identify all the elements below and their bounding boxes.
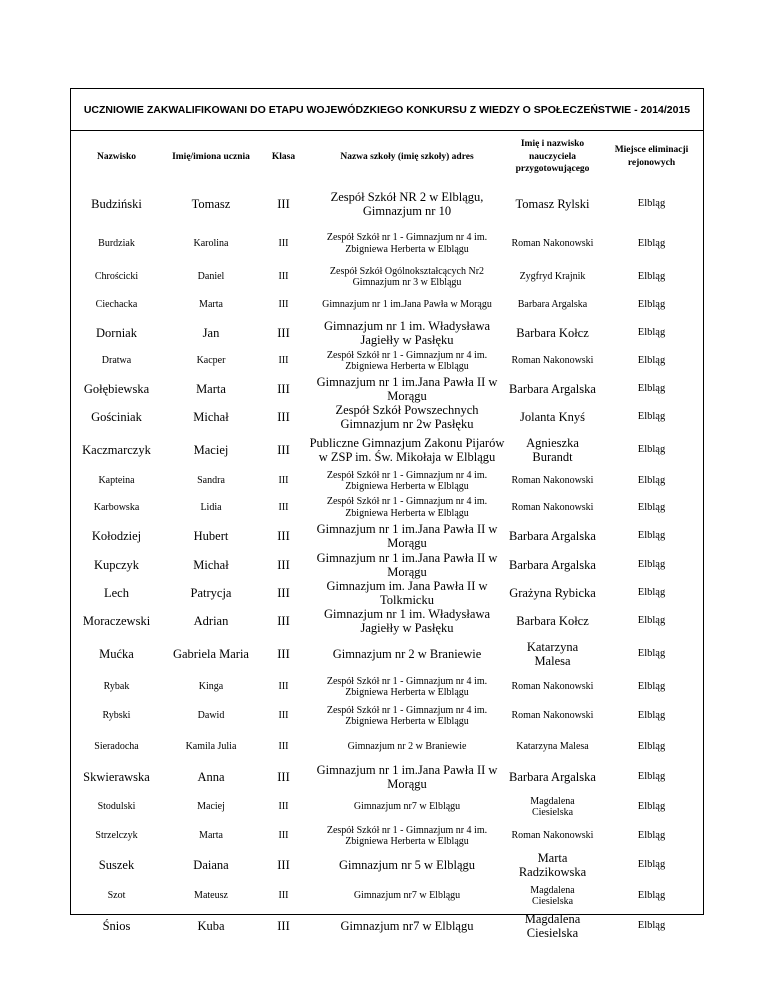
table-row	[71, 291, 705, 319]
cell-firstname: Karolina	[193, 237, 229, 249]
cell-surname: Budziński	[91, 197, 142, 211]
cell-teacher: Roman Nakonowski	[511, 355, 594, 367]
cell-firstname: Daniel	[197, 271, 225, 283]
table-row	[71, 763, 705, 791]
cell-surname: Kapteina	[98, 475, 135, 487]
cell-surname: Rybak	[103, 681, 130, 693]
cell-firstname: Marta	[199, 830, 223, 842]
table-row	[71, 911, 705, 941]
cell-firstname: Kuba	[197, 919, 225, 933]
cell-firstname: Jan	[202, 326, 220, 340]
cell-class: III	[278, 710, 289, 722]
table-row	[71, 849, 705, 881]
cell-class: III	[278, 681, 289, 693]
cell-place: Elbląg	[637, 443, 666, 455]
cell-firstname: Maciej	[197, 801, 225, 813]
cell-place: Elbląg	[637, 801, 666, 813]
cell-surname: Burdziak	[98, 237, 135, 249]
table-row	[71, 823, 705, 849]
table-row	[71, 468, 705, 494]
cell-teacher: Roman Nakonowski	[511, 710, 594, 722]
cell-class: III	[278, 475, 289, 487]
cell-class: III	[277, 614, 290, 628]
table-row	[71, 791, 705, 823]
cell-class: III	[278, 271, 289, 283]
cell-class: III	[277, 442, 290, 457]
table-row	[71, 224, 705, 263]
cell-firstname: Anna	[197, 770, 225, 784]
cell-teacher: Roman Nakonowski	[511, 681, 594, 693]
table-row	[71, 673, 705, 701]
cell-place: Elbląg	[637, 681, 666, 693]
table-row	[71, 319, 705, 347]
cell-surname: Kołodziej	[91, 528, 142, 543]
cell-school: Gimnazjum nr 1 im.Jana Pawła w Morągu	[322, 299, 492, 311]
table-row	[71, 579, 705, 607]
cell-place: Elbląg	[637, 237, 666, 249]
table-header-row	[71, 130, 705, 184]
table-row	[71, 431, 705, 468]
cell-school: Gimnazjum nr 1 im. Władysława Jagiełły w Pasłęku	[323, 607, 491, 635]
table-row	[71, 403, 705, 431]
cell-class: III	[277, 770, 290, 784]
cell-surname: Ciechacka	[95, 299, 138, 311]
table-row	[71, 347, 705, 375]
cell-firstname: Daiana	[193, 858, 229, 872]
cell-place: Elbląg	[637, 771, 666, 783]
cell-school: Publiczne Gimnazjum Zakonu Pijarów w ZSP im. Św. Mikołaja w Elblągu	[309, 435, 505, 464]
cell-school: Gimnazjum nr 1 im.Jana Pawła II w Morągu	[316, 763, 498, 791]
cell-place: Elbląg	[637, 411, 666, 423]
cell-surname: Kupczyk	[93, 557, 140, 572]
cell-teacher: Magdalena Ciesielska	[524, 912, 581, 940]
cell-school: Zespół Szkół nr 1 - Gimnazjum nr 4 im. Zbigniewa Herberta w Elblągu	[326, 232, 488, 255]
cell-surname: Karbowska	[93, 501, 140, 513]
cell-place: Elbląg	[637, 198, 666, 210]
cell-teacher: Barbara Argalska	[509, 557, 596, 572]
cell-school: Zespół Szkół NR 2 w Elblągu, Gimnazjum nr 10	[330, 190, 484, 218]
cell-place: Elbląg	[637, 920, 666, 932]
cell-teacher: Zygfryd Krajnik	[519, 271, 586, 283]
cell-firstname: Mateusz	[194, 890, 228, 902]
cell-school: Zespół Szkół nr 1 - Gimnazjum nr 4 im. Zbigniewa Herberta w Elblągu	[326, 675, 488, 698]
cell-surname: Chrościcki	[94, 271, 139, 283]
cell-firstname: Hubert	[193, 528, 229, 543]
cell-surname: Lech	[104, 586, 129, 600]
cell-firstname: Kacper	[196, 355, 226, 367]
cell-place: Elbląg	[637, 859, 666, 871]
cell-school: Gimnazjum nr 1 im.Jana Pawła II w Morągu	[316, 550, 498, 579]
table-row	[71, 635, 705, 673]
cell-class: III	[277, 197, 290, 211]
cell-place: Elbląg	[637, 383, 666, 395]
cell-place: Elbląg	[637, 648, 666, 660]
cell-school: Zespół Szkół nr 1 - Gimnazjum nr 4 im. Zbigniewa Herberta w Elblągu	[326, 349, 488, 372]
cell-surname: Dratwa	[101, 355, 132, 367]
cell-teacher: Barbara Argalska	[517, 299, 588, 311]
cell-teacher: Barbara Kołcz	[516, 614, 589, 628]
cell-surname: Stodulski	[97, 801, 136, 813]
cell-firstname: Kamila Julia	[185, 741, 237, 753]
cell-class: III	[278, 501, 289, 513]
cell-school: Gimnazjum nr 1 im.Jana Pawła II w Morągu	[316, 375, 498, 403]
cell-teacher: Barbara Kołcz	[516, 326, 589, 340]
header-firstname: Imię/imiona ucznia	[172, 151, 250, 162]
cell-teacher: Grażyna Rybicka	[509, 586, 596, 600]
cell-class: III	[277, 557, 290, 572]
cell-place: Elbląg	[637, 587, 666, 599]
cell-teacher: Barbara Argalska	[509, 528, 596, 543]
cell-school: Gimnazjum im. Jana Pawła II w Tolkmicku	[326, 579, 488, 607]
page-title: UCZNIOWIE ZAKWALIFIKOWANI DO ETAPU WOJEWÓDZKIEGO KONKURSU Z WIEDZY O SPOŁECZEŃSTWIE - 2014/2015	[71, 89, 703, 131]
table-row	[71, 263, 705, 291]
cell-teacher: Roman Nakonowski	[511, 237, 594, 249]
cell-firstname: Tomasz	[191, 197, 231, 211]
cell-school: Gimnazjum nr7 w Elblągu	[340, 919, 474, 933]
cell-school: Zespół Szkół nr 1 - Gimnazjum nr 4 im. Zbigniewa Herberta w Elblągu	[326, 469, 488, 492]
cell-school: Zespół Szkół Ogólnokształcących Nr2 Gimnazjum nr 3 w Elblągu	[329, 265, 485, 288]
cell-teacher: Katarzyna Malesa	[526, 640, 579, 668]
cell-teacher: Magdalena Ciesielska	[530, 795, 575, 818]
cell-teacher: Magdalena Ciesielska	[530, 884, 575, 907]
cell-surname: Gołębiewska	[83, 382, 150, 396]
cell-school: Gimnazjum nr 5 w Elblągu	[338, 858, 476, 872]
cell-firstname: Sandra	[197, 475, 225, 487]
cell-surname: Szot	[107, 890, 126, 902]
table-row	[71, 550, 705, 579]
cell-place: Elbląg	[637, 710, 666, 722]
cell-firstname: Marta	[199, 299, 223, 311]
cell-school: Gimnazjum nr 1 im.Jana Pawła II w Morągu	[316, 521, 498, 550]
cell-surname: Rybski	[102, 710, 131, 722]
table-row	[71, 494, 705, 521]
cell-place: Elbląg	[637, 558, 666, 570]
table-row	[71, 731, 705, 763]
header-school: Nazwa szkoły (imię szkoły) adres	[340, 151, 474, 162]
header-teacher: Imię i nazwisko nauczyciela przygotowującego	[515, 138, 590, 175]
cell-school: Gimnazjum nr 2 w Braniewie	[332, 647, 482, 661]
cell-firstname: Gabriela Maria	[172, 647, 249, 661]
cell-place: Elbląg	[637, 890, 666, 902]
cell-teacher: Barbara Argalska	[509, 382, 596, 396]
cell-school: Gimnazjum nr 2 w Braniewie	[347, 741, 467, 753]
cell-teacher: Jolanta Knyś	[520, 410, 585, 424]
cell-surname: Gościniak	[91, 410, 142, 424]
cell-school: Gimnazjum nr7 w Elblągu	[353, 890, 461, 902]
cell-class: III	[277, 586, 290, 600]
cell-surname: Strzelczyk	[95, 830, 138, 842]
cell-school: Gimnazjum nr 1 im. Władysława Jagiełły w Pasłęku	[323, 319, 491, 347]
cell-school: Zespół Szkół Powszechnych Gimnazjum nr 2w Pasłęku	[335, 403, 479, 431]
cell-place: Elbląg	[637, 830, 666, 842]
table-row	[71, 701, 705, 731]
cell-firstname: Dawid	[197, 710, 225, 722]
cell-surname: Skwierawska	[83, 770, 150, 784]
table-body	[71, 184, 705, 941]
cell-place: Elbląg	[637, 271, 666, 283]
cell-teacher: Agnieszka Burandt	[526, 435, 579, 464]
cell-surname: Sieradocha	[94, 741, 139, 753]
cell-surname: Kaczmarczyk	[82, 442, 151, 457]
cell-place: Elbląg	[637, 501, 666, 513]
cell-surname: Dorniak	[96, 326, 137, 340]
cell-class: III	[277, 919, 290, 933]
cell-class: III	[277, 647, 290, 661]
cell-class: III	[277, 382, 290, 396]
cell-surname: Śnios	[102, 919, 131, 933]
cell-class: III	[278, 830, 289, 842]
cell-surname: Mućka	[99, 647, 134, 661]
table-row	[71, 184, 705, 224]
cell-place: Elbląg	[637, 299, 666, 311]
header-surname: Nazwisko	[96, 151, 137, 162]
cell-place: Elbląg	[637, 475, 666, 487]
header-place: Miejsce eliminacji rejonowych	[614, 145, 689, 168]
cell-school: Gimnazjum nr7 w Elblągu	[353, 801, 461, 813]
cell-class: III	[278, 890, 289, 902]
cell-place: Elbląg	[637, 529, 666, 541]
cell-place: Elbląg	[637, 327, 666, 339]
header-class: Klasa	[271, 151, 296, 162]
cell-class: III	[277, 528, 290, 543]
cell-teacher: Barbara Argalska	[509, 770, 596, 784]
cell-teacher: Marta Radzikowska	[518, 851, 587, 879]
cell-firstname: Kinga	[198, 681, 224, 693]
cell-place: Elbląg	[637, 355, 666, 367]
table-row	[71, 521, 705, 550]
cell-school: Zespół Szkół nr 1 - Gimnazjum nr 4 im. Zbigniewa Herberta w Elblągu	[326, 496, 488, 519]
cell-class: III	[278, 801, 289, 813]
cell-teacher: Roman Nakonowski	[511, 475, 594, 487]
cell-firstname: Lidia	[200, 501, 222, 513]
cell-class: III	[277, 858, 290, 872]
cell-teacher: Roman Nakonowski	[511, 501, 594, 513]
cell-firstname: Patrycja	[190, 586, 232, 600]
table-row	[71, 607, 705, 635]
table-row	[71, 881, 705, 911]
cell-firstname: Michał	[193, 557, 229, 572]
document-sheet	[70, 88, 704, 940]
cell-teacher: Tomasz Rylski	[515, 197, 590, 211]
cell-school: Zespół Szkół nr 1 - Gimnazjum nr 4 im. Zbigniewa Herberta w Elblągu	[326, 824, 488, 847]
cell-surname: Suszek	[98, 858, 135, 872]
cell-firstname: Maciej	[193, 442, 229, 457]
table-row	[71, 375, 705, 403]
cell-place: Elbląg	[637, 741, 666, 753]
cell-firstname: Michał	[193, 410, 229, 424]
cell-class: III	[277, 410, 290, 424]
cell-firstname: Adrian	[193, 614, 229, 628]
cell-class: III	[278, 741, 289, 753]
cell-place: Elbląg	[637, 615, 666, 627]
cell-class: III	[278, 299, 289, 311]
cell-teacher: Katarzyna Malesa	[516, 741, 589, 753]
cell-firstname: Marta	[196, 382, 226, 396]
cell-class: III	[278, 355, 289, 367]
cell-surname: Moraczewski	[82, 614, 151, 628]
students-table	[71, 130, 705, 941]
cell-teacher: Roman Nakonowski	[511, 830, 594, 842]
cell-class: III	[277, 326, 290, 340]
cell-class: III	[278, 237, 289, 249]
cell-school: Zespół Szkół nr 1 - Gimnazjum nr 4 im. Zbigniewa Herberta w Elblągu	[326, 704, 488, 727]
